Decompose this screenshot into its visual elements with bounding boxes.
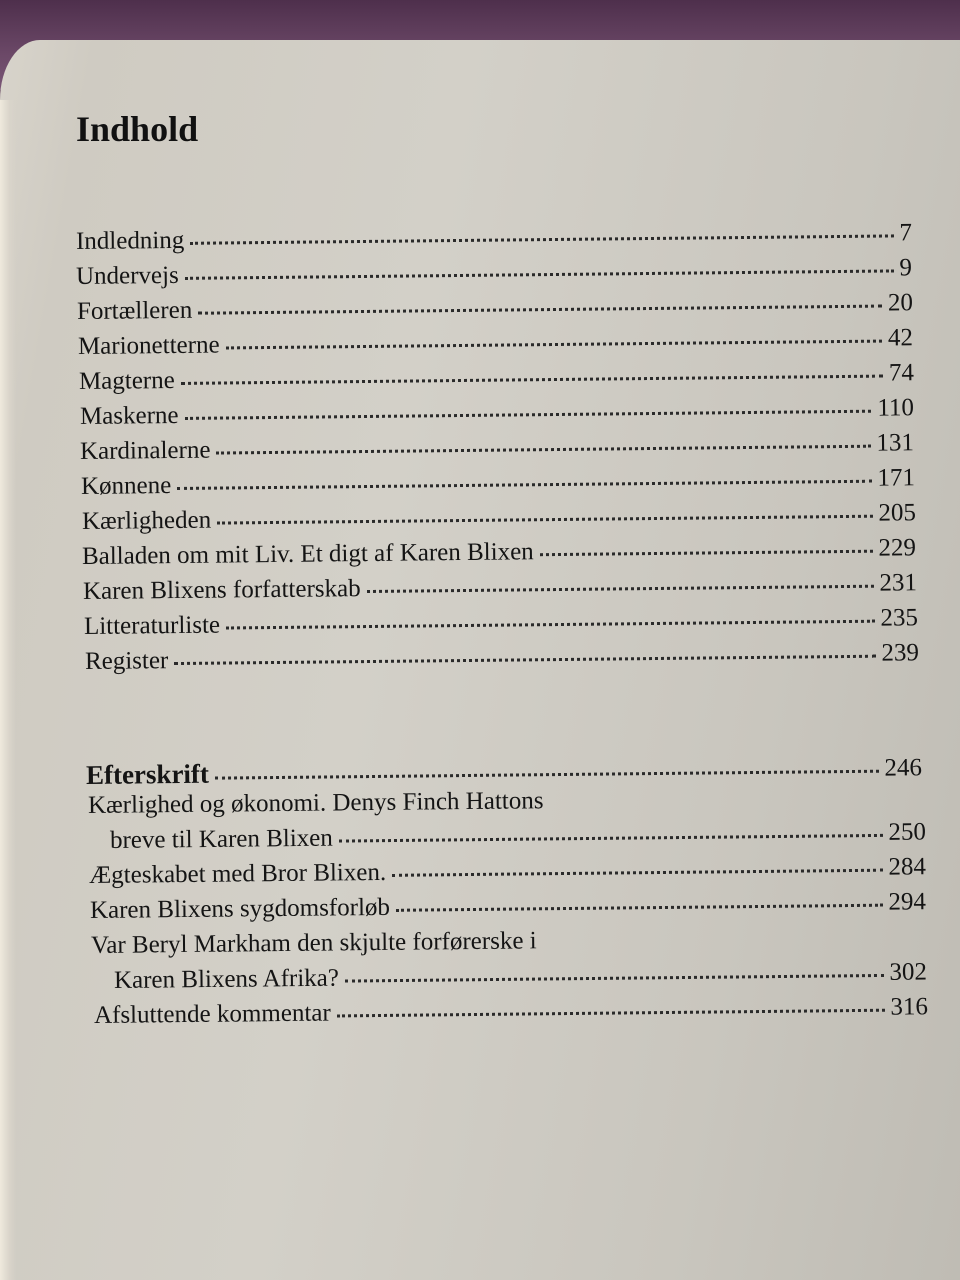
toc-entry-label: Fortælleren	[76, 296, 193, 325]
leader-dots	[367, 585, 874, 593]
afterword-entry-page: 284	[888, 853, 927, 881]
toc-entry-page: 110	[877, 394, 915, 422]
toc-entry-label: Balladen om mit Liv. Et digt af Karen Blixen	[81, 538, 534, 570]
leader-dots	[226, 340, 882, 350]
toc-entry-label: Maskerne	[79, 401, 179, 430]
leader-dots	[337, 1009, 885, 1018]
leader-dots	[190, 234, 893, 244]
toc-entry-page: 229	[878, 534, 917, 562]
afterword-entry-label: Ægteskabet med Bror Blixen.	[88, 858, 387, 889]
leader-dots	[198, 305, 882, 315]
leader-dots	[396, 904, 883, 912]
afterword-entry-line1: Kærlighed og økonomi. Denys Finch Hattons	[87, 787, 544, 819]
leader-dots	[226, 620, 874, 630]
toc-entry-label: Kardinalerne	[79, 436, 211, 465]
toc-entry-page: 42	[887, 324, 914, 352]
toc-entry-label: Indledning	[75, 226, 185, 255]
toc-entry-label: Marionetterne	[77, 331, 220, 360]
toc-entry-label: Kønnene	[80, 472, 172, 500]
leader-dots	[392, 869, 882, 877]
afterword-page: 246	[884, 754, 923, 782]
toc-entry-page: 9	[899, 254, 913, 282]
leader-dots	[540, 550, 873, 556]
afterword-entry-label: Afsluttende kommentar	[93, 999, 331, 1029]
page-edge	[0, 100, 16, 1280]
afterword-entry-page: 294	[888, 888, 927, 916]
leader-dots	[339, 834, 883, 843]
toc-entry-label: Karen Blixens forfatterskab	[82, 575, 361, 605]
toc-entry-page: 239	[881, 639, 920, 667]
afterword-entry-label: Karen Blixens sygdomsforløb	[89, 893, 391, 924]
afterword-entry-label: breve til Karen Blixen	[109, 824, 333, 854]
toc-entry-page: 74	[888, 359, 915, 387]
leader-dots	[345, 974, 884, 983]
leader-dots	[216, 445, 870, 455]
leader-dots	[174, 655, 875, 665]
afterword-entry-page: 316	[890, 993, 929, 1021]
afterword-entry-page: 250	[888, 818, 927, 846]
toc-entry-page: 20	[887, 289, 914, 317]
afterword-title: Efterskrift	[85, 758, 210, 790]
toc-entry-page: 7	[899, 219, 913, 247]
contents-title: Indhold	[76, 109, 199, 149]
afterword-entry-line1: Var Beryl Markham den skjulte forførerske i	[90, 927, 537, 959]
toc-entry-page: 205	[878, 499, 917, 527]
toc-entry-page: 131	[876, 429, 915, 457]
leader-dots	[215, 770, 879, 780]
toc-entry-page: 171	[877, 464, 916, 492]
leader-dots	[177, 480, 871, 490]
toc-entry-page: 231	[879, 569, 918, 597]
leader-dots	[217, 515, 872, 525]
afterword-entry-page: 302	[889, 958, 928, 986]
afterword-entry-label: Karen Blixens Afrika?	[113, 964, 340, 994]
toc-entry-label: Register	[84, 647, 169, 675]
leader-dots	[185, 269, 894, 279]
leader-dots	[185, 410, 872, 420]
toc-entry-label: Magterne	[78, 366, 175, 395]
toc-entry-label: Kærligheden	[81, 506, 212, 535]
toc-entry-page: 235	[880, 604, 919, 632]
toc-entry-label: Undervejs	[75, 261, 179, 290]
toc-entry-label: Litteraturliste	[83, 611, 221, 640]
leader-dots	[181, 375, 883, 385]
